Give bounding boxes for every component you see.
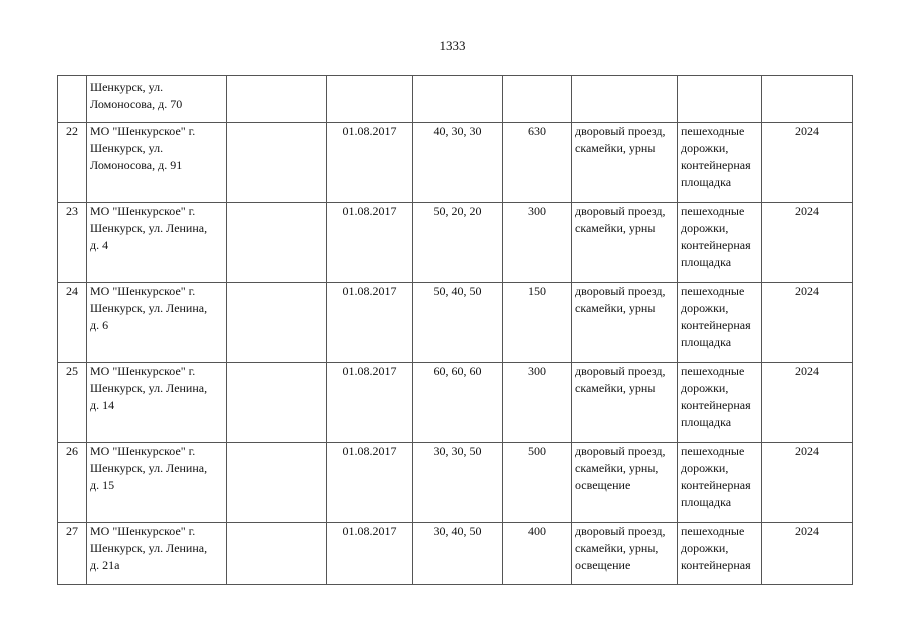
page-number: 1333 [439,38,466,53]
empty-cell [227,283,327,363]
row-number-text: 23 [66,204,78,218]
dimensions-cell [413,443,503,523]
works-minimal-cell [572,123,678,203]
address-cell [87,443,227,523]
address-cell-text: МО "Шенкурское" г. Шенкурск, ул. Ленина, д. 6 [90,284,208,332]
area-cell [503,363,572,443]
dimensions-cell-text: 50, 20, 20 [433,204,482,218]
works-additional-cell [678,363,762,443]
table-row [58,76,853,123]
empty-cell [227,363,327,443]
date-cell-text: 01.08.2017 [342,524,397,538]
works-minimal-cell [572,523,678,585]
works-additional-cell [678,283,762,363]
works-additional-cell-text: пешеходные дорожки, контейнерная площадка [681,364,751,429]
address-cell [87,123,227,203]
dimensions-cell-text: 60, 60, 60 [433,364,482,378]
works-additional-cell-text: пешеходные дорожки, контейнерная площадка [681,204,751,269]
dimensions-cell [413,203,503,283]
row-number [58,203,87,283]
works-minimal-cell [572,443,678,523]
address-cell [87,76,227,123]
area-cell-text: 300 [528,364,546,378]
row-number [58,523,87,585]
area-cell [503,203,572,283]
empty-cell [227,443,327,523]
area-cell-text: 300 [528,204,546,218]
date-cell [327,283,413,363]
table-row [58,523,853,585]
works-minimal-cell-text: дворовый проезд, скамейки, урны [575,284,666,315]
year-cell [762,123,853,203]
row-number [58,283,87,363]
row-number-text: 22 [66,124,78,138]
dimensions-cell [413,523,503,585]
date-cell-text: 01.08.2017 [342,444,397,458]
dimensions-cell-text: 40, 30, 30 [433,124,482,138]
dimensions-cell [413,76,503,123]
year-cell-text: 2024 [795,364,819,378]
date-cell [327,523,413,585]
address-cell [87,523,227,585]
area-cell [503,123,572,203]
dimensions-cell [413,123,503,203]
dimensions-cell [413,363,503,443]
year-cell [762,523,853,585]
works-minimal-cell-text: дворовый проезд, скамейки, урны, освещение [575,444,666,492]
area-cell [503,523,572,585]
row-number-text: 24 [66,284,78,298]
area-cell [503,443,572,523]
dimensions-cell [413,283,503,363]
works-additional-cell-text: пешеходные дорожки, контейнерная площадка [681,444,751,509]
works-additional-cell [678,76,762,123]
date-cell-text: 01.08.2017 [342,364,397,378]
area-cell [503,283,572,363]
works-additional-cell [678,443,762,523]
area-cell-text: 400 [528,524,546,538]
row-number-text: 27 [66,524,78,538]
table-body [58,76,853,585]
row-number-text: 26 [66,444,78,458]
table-row [58,363,853,443]
area-cell [503,76,572,123]
works-additional-cell [678,203,762,283]
works-minimal-cell [572,363,678,443]
dimensions-cell-text: 30, 40, 50 [433,524,482,538]
row-number-text: 25 [66,364,78,378]
date-cell-text: 01.08.2017 [342,124,397,138]
row-number [58,443,87,523]
works-additional-cell-text: пешеходные дорожки, контейнерная площадка [681,284,751,349]
date-cell [327,123,413,203]
dimensions-cell-text: 50, 40, 50 [433,284,482,298]
area-cell-text: 150 [528,284,546,298]
works-minimal-cell [572,76,678,123]
address-cell [87,203,227,283]
date-cell [327,443,413,523]
row-number [58,76,87,123]
dimensions-cell-text: 30, 30, 50 [433,444,482,458]
address-cell [87,283,227,363]
empty-cell [227,76,327,123]
year-cell-text: 2024 [795,284,819,298]
date-cell-text: 01.08.2017 [342,284,397,298]
works-minimal-cell [572,283,678,363]
table-row [58,443,853,523]
year-cell [762,443,853,523]
year-cell-text: 2024 [795,204,819,218]
works-additional-cell-text: пешеходные дорожки, контейнерная [681,524,751,572]
address-cell-text: МО "Шенкурское" г. Шенкурск, ул. Ленина, д. 4 [90,204,208,252]
address-cell-text: Шенкурск, ул. Ломоносова, д. 70 [90,80,183,111]
address-cell-text: МО "Шенкурское" г. Шенкурск, ул. Ленина, д. 15 [90,444,208,492]
year-cell-text: 2024 [795,524,819,538]
area-cell-text: 500 [528,444,546,458]
year-cell [762,76,853,123]
empty-cell [227,123,327,203]
table-row [58,123,853,203]
row-number [58,363,87,443]
works-minimal-cell [572,203,678,283]
year-cell-text: 2024 [795,124,819,138]
works-minimal-cell-text: дворовый проезд, скамейки, урны [575,204,666,235]
year-cell [762,363,853,443]
date-cell-text: 01.08.2017 [342,204,397,218]
table-row [58,283,853,363]
address-cell-text: МО "Шенкурское" г. Шенкурск, ул. Ленина, д. 14 [90,364,208,412]
address-cell [87,363,227,443]
address-cell-text: МО "Шенкурское" г. Шенкурск, ул. Ленина, д. 21а [90,524,208,572]
row-number [58,123,87,203]
date-cell [327,76,413,123]
works-minimal-cell-text: дворовый проезд, скамейки, урны, освещение [575,524,666,572]
year-cell [762,203,853,283]
empty-cell [227,203,327,283]
date-cell [327,363,413,443]
table-row [58,203,853,283]
year-cell [762,283,853,363]
empty-cell [227,523,327,585]
works-additional-cell [678,123,762,203]
date-cell [327,203,413,283]
works-minimal-cell-text: дворовый проезд, скамейки, урны [575,364,666,395]
courtyards-table [57,75,853,585]
area-cell-text: 630 [528,124,546,138]
works-additional-cell-text: пешеходные дорожки, контейнерная площадка [681,124,751,189]
works-additional-cell [678,523,762,585]
works-minimal-cell-text: дворовый проезд, скамейки, урны [575,124,666,155]
year-cell-text: 2024 [795,444,819,458]
address-cell-text: МО "Шенкурское" г. Шенкурск, ул. Ломоносова, д. 91 [90,124,196,172]
